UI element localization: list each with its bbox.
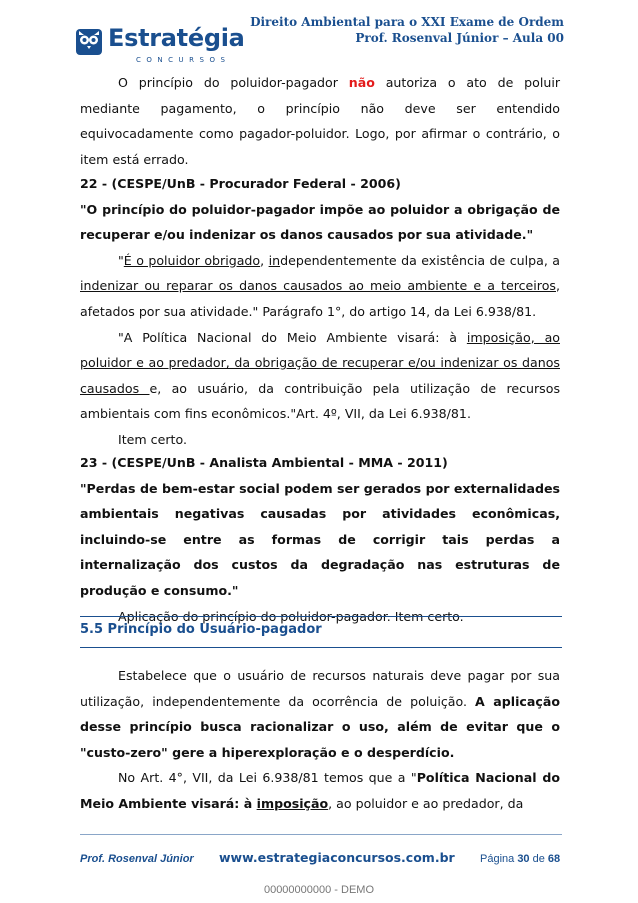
- section-title: 5.5 Princípio do Usuário-pagador: [80, 622, 322, 637]
- footer-website-link[interactable]: www.estrategiaconcursos.com.br: [219, 850, 455, 865]
- question-22: [80, 171, 560, 453]
- footer-author: Prof. Rosenval Júnior: [80, 853, 194, 865]
- question-23-comment: Aplicação do princípio do poluidor-pagador. Item certo.: [118, 608, 464, 624]
- question-22-verdict: Item certo.: [118, 431, 187, 447]
- paragraph-block-2: [80, 663, 560, 817]
- paragraph-usuario-pagador: Estabelece que o usuário de recursos naturais deve pagar por sua utilização, independentemente da ocorrência de poluição. A aplicação desse princípio busca racionalizar o uso, além de evitar que o "custo-zero" gere a hiperexploração e o desperdício.: [80, 668, 560, 760]
- paragraph-poluidor-pagador: O princípio do poluidor-pagador não autoriza o ato de poluir mediante pagamento, o princípio não deve ser entendido equivocadamente como pagador-poluidor. Logo, por afirmar o contrário, o item está errado.: [80, 75, 560, 167]
- section-heading-box: [80, 616, 562, 648]
- question-23-statement: "Perdas de bem-estar social podem ser gerados por externalidades ambientais negativas causadas por atividades econômicas, incluindo-se entre as formas de corrigir tais perdas a internalização dos custos da degradação nas estruturas de produção e consumo.": [80, 480, 560, 598]
- course-title: Direito Ambiental para o XXI Exame de Ordem: [250, 15, 564, 29]
- paragraph-block-1: [80, 70, 560, 172]
- question-22-heading: 22 - (CESPE/UnB - Procurador Federal - 2006): [80, 176, 401, 191]
- logo-subtitle: CONCURSOS: [136, 56, 231, 64]
- emphasis-nao: não: [348, 75, 375, 90]
- owl-logo-icon: [76, 29, 102, 55]
- footer-divider: [80, 834, 562, 835]
- page-header-title: [250, 14, 564, 46]
- demo-watermark-text: 00000000000 - DEMO: [263, 884, 375, 896]
- question-22-citation-1: "É o poluidor obrigado, independentemente da existência de culpa, a indenizar ou reparar os danos causados ao meio ambiente e a terceiros, afetados por sua atividade." Parágrafo 1°, do artigo 14, da Lei 6.938/81.: [80, 252, 560, 319]
- brand-logo: [76, 26, 246, 68]
- question-22-citation-2: "A Política Nacional do Meio Ambiente visará: à imposição, ao poluidor e ao predador, da obrigação de recuperar e/ou indenizar os danos causados e, ao usuário, da contribuição pela utilização de recursos ambientais com fins econômicos."Art. 4º, VII, da Lei 6.938/81.: [80, 329, 561, 422]
- lesson-title: Prof. Rosenval Júnior – Aula 00: [355, 31, 564, 45]
- question-22-statement: "O princípio do poluidor-pagador impõe ao poluidor a obrigação de recuperar e/ou indenizar os danos causados por sua atividade.": [80, 201, 560, 243]
- question-23: [80, 450, 560, 629]
- footer-page-number: Página 30 de 68: [480, 853, 561, 865]
- logo-name: Estratégia: [108, 24, 245, 52]
- paragraph-art-4: No Art. 4°, VII, da Lei 6.938/81 temos que a "Política Nacional do Meio Ambiente visará: à imposição, ao poluidor e ao predador, da: [80, 770, 560, 811]
- question-23-heading: 23 - (CESPE/UnB - Analista Ambiental - MMA - 2011): [80, 455, 448, 470]
